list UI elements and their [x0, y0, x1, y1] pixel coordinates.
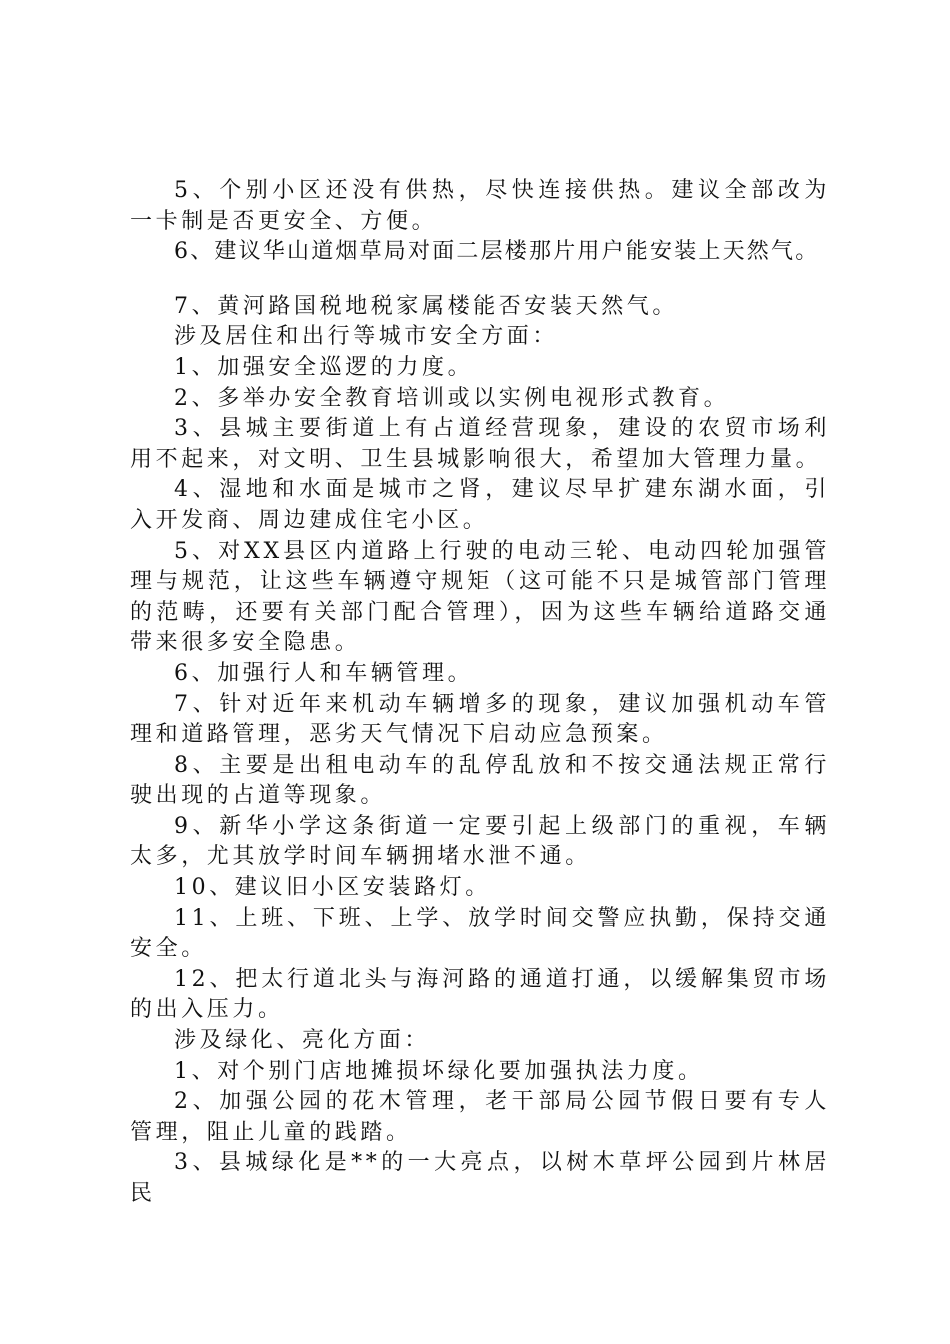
- paragraph-gas-huashan: 6、建议华山道烟草局对面二层楼那片用户能安装上天然气。: [174, 239, 820, 265]
- paragraph-safety-1: 1、加强安全巡逻的力度。: [174, 354, 474, 380]
- paragraph-safety-5: 5、对XX县区内道路上行驶的电动三轮、电动四轮加强管理与规范，让这些车辆遵守规矩（这可能不只是城管部门管理的范畴，还要有关部门配合管理），因为这些车辆给道路交通带来很多安全隐患。: [130, 538, 830, 656]
- paragraph-gas-huanghe: 7、黄河路国税地税家属楼能否安装天然气。: [174, 293, 678, 319]
- paragraph-safety-8: 8、主要是出租电动车的乱停乱放和不按交通法规正常行驶出现的占道等现象。: [130, 752, 830, 809]
- paragraph-heating: 5、个别小区还没有供热，尽快连接供热。建议全部改为一卡制是否更安全、方便。: [130, 178, 830, 234]
- paragraph-safety-6: 6、加强行人和车辆管理。: [174, 660, 474, 686]
- paragraph-greening-2: 2、加强公园的花木管理，老干部局公园节假日要有专人管理，阻止儿童的践踏。: [130, 1089, 830, 1145]
- paragraph-safety-4: 4、湿地和水面是城市之肾，建议尽早扩建东湖水面，引入开发商、周边建成住宅小区。: [130, 477, 830, 533]
- paragraph-greening-1: 1、对个别门店地摊损坏绿化要加强执法力度。: [174, 1058, 704, 1084]
- paragraph-safety-3: 3、县城主要街道上有占道经营现象，建设的农贸市场利用不起来，对文明、卫生县城影响很大，希望加大管理力量。: [130, 416, 830, 472]
- paragraph-safety-10: 10、建议旧小区安装路灯。: [174, 875, 491, 901]
- document-body: [130, 176, 830, 1210]
- section-heading-safety: 涉及居住和出行等城市安全方面：: [174, 324, 559, 350]
- paragraph-safety-12: 12、把太行道北头与海河路的通道打通，以缓解集贸市场的出入压力。: [130, 966, 830, 1023]
- section-heading-greening: 涉及绿化、亮化方面：: [174, 1028, 431, 1054]
- paragraph-safety-11: 11、上班、下班、上学、放学时间交警应执勤，保持交通安全。: [130, 905, 830, 962]
- paragraph-greening-3: 3、县城绿化是**的一大亮点，以树木草坪公园到片林居民: [130, 1150, 830, 1206]
- paragraph-safety-2: 2、多举办安全教育培训或以实例电视形式教育。: [174, 385, 730, 411]
- paragraph-safety-9: 9、新华小学这条街道一定要引起上级部门的重视，车辆太多，尤其放学时间车辆拥堵水泄不通。: [130, 813, 830, 870]
- paragraph-safety-7: 7、针对近年来机动车辆增多的现象，建议加强机动车管理和道路管理，恶劣天气情况下启动应急预案。: [130, 691, 830, 748]
